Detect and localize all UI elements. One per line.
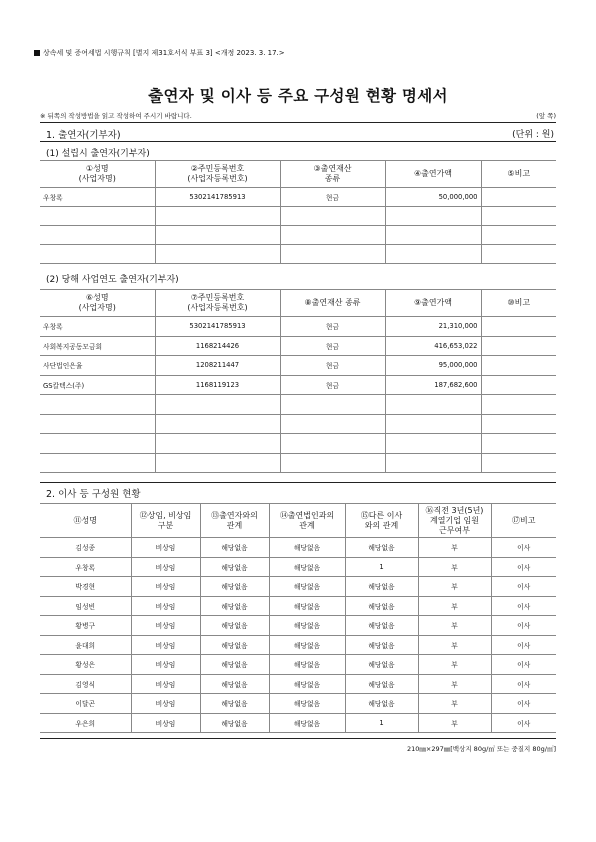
table-cell: 부 xyxy=(418,596,491,616)
donor-row xyxy=(40,414,556,434)
divider-section2 xyxy=(40,482,556,483)
table-cell: 사단법인은율 xyxy=(40,356,155,376)
header-line: ⑤비고 xyxy=(507,169,531,178)
table-cell xyxy=(385,414,481,434)
law-reference-text: 상속세 및 증여세법 시행규칙 [별지 제31호서식 부표 3] <개정 2023. 3. 17.> xyxy=(43,49,285,57)
table-cell: 해당없음 xyxy=(269,596,345,616)
header-line: ③출연재산 xyxy=(313,164,352,173)
table-cell: 해당없음 xyxy=(269,557,345,577)
table-cell xyxy=(481,395,556,415)
table-cell xyxy=(481,336,556,356)
table-cell: 현금 xyxy=(280,336,385,356)
column-header xyxy=(491,504,556,538)
table-cell: 윤대희 xyxy=(40,635,131,655)
table-cell: 95,000,000 xyxy=(385,356,481,376)
table-cell: 해당없음 xyxy=(200,635,269,655)
header-line: (사업자등록번호) xyxy=(187,174,248,183)
table-cell xyxy=(40,207,155,226)
member-row xyxy=(40,616,556,636)
table-cell xyxy=(280,207,385,226)
donor-row xyxy=(40,434,556,454)
column-header xyxy=(200,504,269,538)
table-cell xyxy=(40,245,155,264)
donor-row xyxy=(40,207,556,226)
table-cell: 해당없음 xyxy=(269,616,345,636)
column-header xyxy=(40,161,155,188)
paper-spec: 210㎜×297㎜[백상지 80g/㎡ 또는 중질지 80g/㎡] xyxy=(406,745,556,753)
table-cell xyxy=(155,245,280,264)
table-cell: 이사 xyxy=(491,694,556,714)
table-cell xyxy=(481,226,556,245)
law-reference xyxy=(34,48,285,58)
header-line: ⑮다른 이사 xyxy=(360,510,403,520)
table-cell: 해당없음 xyxy=(345,694,418,714)
table-cell: 현금 xyxy=(280,317,385,337)
member-row xyxy=(40,577,556,597)
divider-top xyxy=(40,122,556,123)
column-header xyxy=(481,290,556,317)
divider-section1 xyxy=(40,141,556,142)
table-cell xyxy=(385,395,481,415)
table-cell xyxy=(155,207,280,226)
table-cell: 이사 xyxy=(491,557,556,577)
header-line: ⑥성명 xyxy=(85,293,109,302)
table-cell: 이사 xyxy=(491,616,556,636)
donor-row xyxy=(40,226,556,245)
header-line: ⑨출연가액 xyxy=(413,298,453,307)
donor-row xyxy=(40,336,556,356)
column-header xyxy=(345,504,418,538)
table-cell: GS칼텍스(주) xyxy=(40,375,155,395)
table-cell: 416,653,022 xyxy=(385,336,481,356)
members-table xyxy=(40,503,556,733)
header-line: 관계 xyxy=(226,520,243,530)
table-cell xyxy=(40,434,155,454)
header-line: ⑦주민등록번호 xyxy=(190,293,245,302)
table-cell xyxy=(481,414,556,434)
table-cell: 21,310,000 xyxy=(385,317,481,337)
header-line: 종류 xyxy=(324,174,341,183)
table-cell: 부 xyxy=(418,694,491,714)
part2-title: (2) 당해 사업연도 출연자(기부자) xyxy=(46,275,179,285)
table-cell: 해당없음 xyxy=(200,694,269,714)
square-bullet-icon xyxy=(34,50,40,56)
part1-title: (1) 설립시 출연자(기부자) xyxy=(46,149,150,159)
table-cell xyxy=(280,395,385,415)
table-cell: 부 xyxy=(418,713,491,733)
table-cell: 해당없음 xyxy=(200,557,269,577)
table-cell: 이사 xyxy=(491,596,556,616)
table-cell xyxy=(481,245,556,264)
member-row xyxy=(40,596,556,616)
table-cell: 해당없음 xyxy=(345,596,418,616)
table-cell: 비상임 xyxy=(131,596,200,616)
table-cell: 해당없음 xyxy=(200,674,269,694)
header-line: (사업자등록번호) xyxy=(187,303,248,312)
table-cell: 해당없음 xyxy=(269,713,345,733)
table-cell: 비상임 xyxy=(131,694,200,714)
table-cell: 해당없음 xyxy=(345,538,418,558)
table-cell: 50,000,000 xyxy=(385,188,481,207)
column-header xyxy=(155,161,280,188)
table-cell: 해당없음 xyxy=(200,713,269,733)
table-cell: 해당없음 xyxy=(200,577,269,597)
table-cell: 김성종 xyxy=(40,538,131,558)
header-line: 계열기업 임원 xyxy=(430,515,479,525)
table-cell: 해당없음 xyxy=(269,577,345,597)
table-cell: 부 xyxy=(418,674,491,694)
table-cell: 해당없음 xyxy=(345,655,418,675)
table-cell: 박경현 xyxy=(40,577,131,597)
header-line: ⑧출연재산 종류 xyxy=(304,298,361,307)
table-cell: 부 xyxy=(418,655,491,675)
table-cell xyxy=(481,375,556,395)
table-cell: 우창록 xyxy=(40,557,131,577)
table-cell: 비상임 xyxy=(131,616,200,636)
table-cell: 1168214426 xyxy=(155,336,280,356)
member-row xyxy=(40,538,556,558)
column-header xyxy=(40,504,131,538)
header-line: ⑯직전 3년(5년) xyxy=(425,505,484,515)
donor-row xyxy=(40,356,556,376)
table-cell: 1168119123 xyxy=(155,375,280,395)
table-cell: 비상임 xyxy=(131,557,200,577)
donor-row xyxy=(40,375,556,395)
table-cell xyxy=(155,226,280,245)
table-cell: 1 xyxy=(345,557,418,577)
column-header xyxy=(280,161,385,188)
table-cell: 해당없음 xyxy=(200,655,269,675)
column-header xyxy=(280,290,385,317)
member-row xyxy=(40,674,556,694)
table-cell: 5302141785913 xyxy=(155,317,280,337)
table-cell: 현금 xyxy=(280,188,385,207)
header-line: (사업자명) xyxy=(78,174,116,183)
unit-label: (단위 : 원) xyxy=(512,130,554,140)
header-line: ⑪성명 xyxy=(73,515,97,525)
member-row xyxy=(40,635,556,655)
table-cell: 해당없음 xyxy=(269,674,345,694)
table-cell: 해당없음 xyxy=(345,635,418,655)
header-line: ②주민등록번호 xyxy=(190,164,245,173)
table-cell: 해당없음 xyxy=(269,655,345,675)
table-cell: 해당없음 xyxy=(345,674,418,694)
table-cell: 현금 xyxy=(280,356,385,376)
header-line: 구분 xyxy=(157,520,174,530)
column-header xyxy=(155,290,280,317)
table-cell xyxy=(40,414,155,434)
table-cell xyxy=(280,414,385,434)
table-cell xyxy=(280,434,385,454)
donor-row xyxy=(40,188,556,207)
table-cell: 해당없음 xyxy=(345,577,418,597)
table-cell xyxy=(481,434,556,454)
founding-donors-table xyxy=(40,160,556,264)
table-cell xyxy=(481,453,556,473)
donor-row xyxy=(40,453,556,473)
table-cell: 1208211447 xyxy=(155,356,280,376)
member-row xyxy=(40,713,556,733)
section1-title: 1. 출연자(기부자) xyxy=(46,130,121,141)
table-cell: 부 xyxy=(418,616,491,636)
table-cell xyxy=(385,434,481,454)
table-cell: 우은희 xyxy=(40,713,131,733)
header-line: ④출연가액 xyxy=(413,169,453,178)
header-line: ⑬출연자와의 xyxy=(211,510,258,520)
column-header xyxy=(40,290,155,317)
header-line: 근무여부 xyxy=(439,525,470,535)
donor-row xyxy=(40,317,556,337)
table-cell: 5302141785913 xyxy=(155,188,280,207)
section2-title: 2. 이사 등 구성원 현황 xyxy=(46,489,141,500)
table-cell: 부 xyxy=(418,635,491,655)
table-cell: 부 xyxy=(418,577,491,597)
table-cell: 임성빈 xyxy=(40,596,131,616)
header-line: ⑰비고 xyxy=(512,515,536,525)
instruction-note: ※ 뒤쪽의 작성방법을 읽고 작성하여 주시기 바랍니다. xyxy=(40,112,192,120)
table-cell xyxy=(481,317,556,337)
table-cell xyxy=(280,226,385,245)
table-cell: 해당없음 xyxy=(269,635,345,655)
table-cell: 해당없음 xyxy=(269,538,345,558)
header-line: ⑫상임, 비상임 xyxy=(139,510,192,520)
table-cell xyxy=(481,356,556,376)
table-cell: 부 xyxy=(418,538,491,558)
table-cell: 김영식 xyxy=(40,674,131,694)
table-cell xyxy=(280,245,385,264)
table-cell: 해당없음 xyxy=(200,596,269,616)
table-cell xyxy=(385,207,481,226)
table-cell: 해당없음 xyxy=(200,538,269,558)
table-cell xyxy=(280,453,385,473)
member-row xyxy=(40,655,556,675)
table-cell: 이사 xyxy=(491,655,556,675)
table-cell: 황성은 xyxy=(40,655,131,675)
column-header xyxy=(481,161,556,188)
table-cell: 비상임 xyxy=(131,577,200,597)
table-cell: 사회복지공동모금회 xyxy=(40,336,155,356)
table-cell xyxy=(155,395,280,415)
table-cell: 이달곤 xyxy=(40,694,131,714)
table-cell: 현금 xyxy=(280,375,385,395)
table-cell xyxy=(481,188,556,207)
header-line: 관계 xyxy=(299,520,315,530)
member-row xyxy=(40,694,556,714)
header-line: ⑩비고 xyxy=(507,298,531,307)
table-cell: 비상임 xyxy=(131,674,200,694)
column-header xyxy=(385,161,481,188)
table-cell xyxy=(40,226,155,245)
table-cell: 1 xyxy=(345,713,418,733)
table-cell: 해당없음 xyxy=(269,694,345,714)
table-cell: 해당없음 xyxy=(200,616,269,636)
table-cell xyxy=(40,453,155,473)
table-cell xyxy=(155,434,280,454)
page-title: 출연자 및 이사 등 주요 구성원 현황 명세서 xyxy=(148,87,448,105)
divider-bottom xyxy=(40,738,556,739)
header-line: ⑭출연법인과의 xyxy=(279,510,335,520)
table-cell: 비상임 xyxy=(131,713,200,733)
table-cell: 부 xyxy=(418,557,491,577)
table-cell: 이사 xyxy=(491,538,556,558)
donor-row xyxy=(40,245,556,264)
table-cell: 이사 xyxy=(491,577,556,597)
table-cell: 이사 xyxy=(491,674,556,694)
table-cell: 비상임 xyxy=(131,538,200,558)
table-cell xyxy=(155,453,280,473)
table-cell: 우창록 xyxy=(40,317,155,337)
table-cell: 이사 xyxy=(491,635,556,655)
table-cell xyxy=(155,414,280,434)
donor-row xyxy=(40,395,556,415)
header-line: ①성명 xyxy=(85,164,109,173)
table-cell xyxy=(385,226,481,245)
table-cell: 이사 xyxy=(491,713,556,733)
table-cell: 비상임 xyxy=(131,635,200,655)
table-cell: 187,682,600 xyxy=(385,375,481,395)
column-header xyxy=(385,290,481,317)
table-cell: 해당없음 xyxy=(345,616,418,636)
table-cell: 우창록 xyxy=(40,188,155,207)
table-cell xyxy=(385,453,481,473)
column-header xyxy=(269,504,345,538)
column-header xyxy=(418,504,491,538)
table-cell xyxy=(481,207,556,226)
table-cell: 비상임 xyxy=(131,655,200,675)
header-line: (사업자명) xyxy=(78,303,116,312)
header-line: 와의 관계 xyxy=(364,520,399,530)
member-row xyxy=(40,557,556,577)
table-cell xyxy=(40,395,155,415)
front-page-label: (앞 쪽) xyxy=(536,112,556,120)
table-cell: 황병구 xyxy=(40,616,131,636)
current-year-donors-table xyxy=(40,289,556,473)
column-header xyxy=(131,504,200,538)
table-cell xyxy=(385,245,481,264)
